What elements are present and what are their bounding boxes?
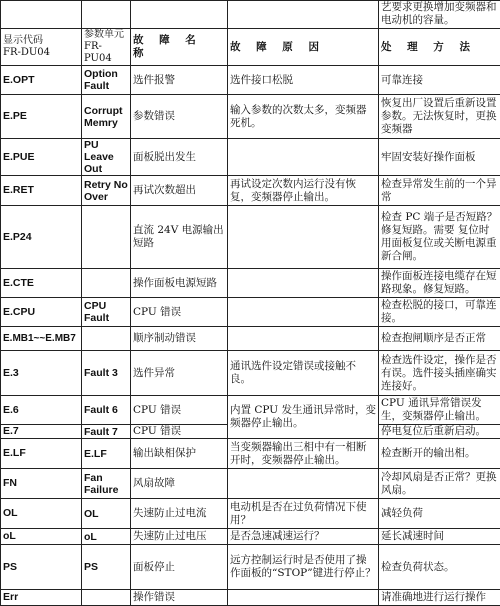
fault-name-cell: CPU 错误: [131, 396, 228, 425]
fault-cause-cell: 远方控制运行时是否使用了操作面板的“STOP”键进行停止？: [228, 545, 379, 590]
display-code-cell: E.CTE: [1, 269, 82, 298]
solution-cell: 检查 PC 端子是否短路？修复短路。需要 复位时用面板复位或关断电源重新合闸。: [379, 206, 500, 269]
pu-code-cell: Fault 6: [82, 396, 131, 425]
fault-cause-cell: 当变频器输出三相中有一相断开时，变频器停止输出。: [228, 439, 379, 469]
display-code-cell: Err: [1, 590, 82, 606]
display-code-cell: E.PUE: [1, 139, 82, 176]
fault-cause-cell: [228, 298, 379, 327]
display-code-cell: E.6: [1, 396, 82, 425]
fault-cause-cell: [228, 269, 379, 298]
display-code-cell: E.RET: [1, 176, 82, 206]
fault-cause-cell: 选件接口松脱: [228, 66, 379, 95]
table-row: [1, 439, 500, 469]
fault-cause-cell: [228, 327, 379, 351]
fault-cause-cell: 是否急速减速运行？: [228, 529, 379, 545]
fault-name-cell: 选件报警: [131, 66, 228, 95]
fault-name-cell: 失速防止过电压: [131, 529, 228, 545]
solution-cell: 检查选件设定，操作是否有误。选件接头插座确实连接好。: [379, 351, 500, 396]
fault-name-cell: 风扇故障: [131, 469, 228, 499]
fault-cause-cell: 通讯选件设定错误或接触不良。: [228, 351, 379, 396]
solution-cell: 检查松脱的接口，可靠连接。: [379, 298, 500, 327]
solution-cell: 操作面板连接电缆存在短路现象。修复短路。: [379, 269, 500, 298]
table-row: [1, 95, 500, 139]
fault-name-cell: 顺序制动错误: [131, 327, 228, 351]
solution-cell: 牢固安装好操作面板: [379, 139, 500, 176]
table-row: [1, 66, 500, 95]
display-code-cell: E.MB1~~E.MB7: [1, 327, 82, 351]
pu-code-cell: PS: [82, 545, 131, 590]
table-row: [1, 590, 500, 606]
fault-cause-cell: 电动机是否在过负荷情况下使用？: [228, 499, 379, 529]
pu-code-cell: E.LF: [82, 439, 131, 469]
top-note-row: [1, 1, 500, 29]
display-code-cell: oL: [1, 529, 82, 545]
solution-cell: 停电复位后重新启动。: [379, 425, 500, 439]
header-solution: 处 理 方 法: [379, 29, 500, 66]
solution-cell: 请准确地进行运行操作: [379, 590, 500, 606]
solution-cell: 冷却风扇是否正常？更换风扇。: [379, 469, 500, 499]
pu-code-cell: [82, 269, 131, 298]
fault-name-cell: 失速防止过电流: [131, 499, 228, 529]
display-code-cell: PS: [1, 545, 82, 590]
display-code-cell: OL: [1, 499, 82, 529]
pu-code-cell: OL: [82, 499, 131, 529]
table-row: [1, 499, 500, 529]
fault-cause-cell: [228, 469, 379, 499]
fault-cause-cell: [228, 590, 379, 606]
solution-cell: 恢复出厂设置后重新设置参数。无法恢复时，更换变频器: [379, 95, 500, 139]
display-code-cell: E.P24: [1, 206, 82, 269]
fault-name-cell: 输出缺相保护: [131, 439, 228, 469]
pu-code-cell: Retry No Over: [82, 176, 131, 206]
table-row: [1, 545, 500, 590]
fault-cause-cell: [228, 206, 379, 269]
solution-cell: 减轻负荷: [379, 499, 500, 529]
display-code-cell: FN: [1, 469, 82, 499]
display-code-cell: E.PE: [1, 95, 82, 139]
table-row: [1, 529, 500, 545]
fault-name-cell: 操作错误: [131, 590, 228, 606]
fault-cause-cell: 内置 CPU 发生通讯异常时，变频器停止输出。: [228, 396, 379, 439]
fault-cause-cell: [228, 139, 379, 176]
pu-code-cell: Fan Failure: [82, 469, 131, 499]
solution-cell: CPU 通讯异常错误发生，变频器停止输出。: [379, 396, 500, 425]
fault-name-cell: CPU 错误: [131, 425, 228, 439]
header-row: [1, 29, 500, 66]
display-code-cell: E.3: [1, 351, 82, 396]
pu-code-cell: [82, 327, 131, 351]
solution-cell: 检查抱闸顺序是否正常: [379, 327, 500, 351]
solution-cell: 检查异常发生前的一个异常: [379, 176, 500, 206]
top-note-cell: 艺要求更换增加变频器和电动机的容量。: [379, 1, 500, 29]
fault-name-cell: 参数错误: [131, 95, 228, 139]
header-param-unit-label: 参数单元: [84, 29, 128, 41]
fault-name-cell: 面板停止: [131, 545, 228, 590]
pu-code-cell: CPU Fault: [82, 298, 131, 327]
display-code-cell: E.OPT: [1, 66, 82, 95]
table-row: [1, 206, 500, 269]
display-code-cell: E.7: [1, 425, 82, 439]
header-param-model: FR-PU04: [84, 41, 128, 65]
header-display-code: [1, 29, 82, 66]
fault-name-cell: 面板脱出发生: [131, 139, 228, 176]
fault-cause-cell: 再试设定次数内运行没有恢复，变频器停止输出。: [228, 176, 379, 206]
header-param-unit: [82, 29, 131, 66]
pu-code-cell: oL: [82, 529, 131, 545]
solution-cell: 检查断开的输出相。: [379, 439, 500, 469]
solution-cell: 检查负荷状态。: [379, 545, 500, 590]
table-row: [1, 469, 500, 499]
pu-code-cell: Fault 7: [82, 425, 131, 439]
header-display-model: FR-DU04: [3, 47, 79, 59]
header-fault-name: 故 障 名 称: [131, 29, 228, 66]
table-row: [1, 139, 500, 176]
display-code-cell: E.CPU: [1, 298, 82, 327]
table-row: [1, 176, 500, 206]
pu-code-cell: Fault 3: [82, 351, 131, 396]
header-display-code-label: 显示代码: [3, 35, 79, 47]
pu-code-cell: [82, 590, 131, 606]
pu-code-cell: PU Leave Out: [82, 139, 131, 176]
fault-name-cell: 选件异常: [131, 351, 228, 396]
display-code-cell: E.LF: [1, 439, 82, 469]
pu-code-cell: [82, 206, 131, 269]
table-row: [1, 269, 500, 298]
pu-code-cell: Option Fault: [82, 66, 131, 95]
pu-code-cell: Corrupt Memry: [82, 95, 131, 139]
fault-cause-cell: 输入参数的次数太多，变频器死机。: [228, 95, 379, 139]
header-fault-cause: 故 障 原 因: [228, 29, 379, 66]
table-row: [1, 327, 500, 351]
table-row: [1, 298, 500, 327]
fault-name-cell: 操作面板电源短路: [131, 269, 228, 298]
table-row: [1, 351, 500, 396]
fault-name-cell: 再试次数超出: [131, 176, 228, 206]
solution-cell: 可靠连接: [379, 66, 500, 95]
fault-name-cell: 直流 24V 电源输出短路: [131, 206, 228, 269]
solution-cell: 延长减速时间: [379, 529, 500, 545]
fault-name-cell: CPU 错误: [131, 298, 228, 327]
table-row: [1, 396, 500, 425]
